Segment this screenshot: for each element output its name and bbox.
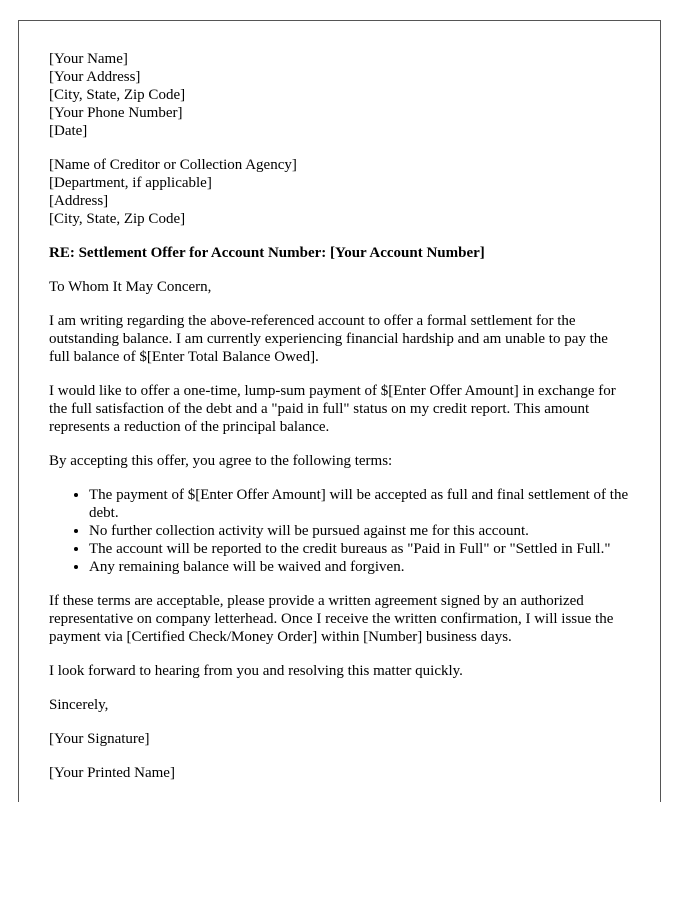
recipient-address: [Address] [49, 193, 109, 209]
body-paragraph: By accepting this offer, you agree to the following terms: [49, 453, 393, 469]
list-item: • The account will be reported to the credit bureaus as "Paid in Full" or "Settled in Full." [89, 540, 630, 558]
list-item: • Any remaining balance will be waived and forgiven. [89, 558, 630, 576]
sender-phone: [Your Phone Number] [49, 105, 183, 121]
recipient-address-block [49, 156, 630, 228]
recipient-name: [Name of Creditor or Collection Agency] [49, 157, 297, 173]
terms-list [49, 486, 630, 576]
letter-date: [Date] [49, 123, 88, 139]
recipient-department: [Department, if applicable] [49, 175, 212, 191]
spacer [49, 140, 630, 156]
body-paragraph: I would like to offer a one-time, lump-sum payment of $[Enter Offer Amount] in exchange for the full satisfaction of the debt and a "paid in full" status on my credit report. This amount represents a reduction of the principal balance. [49, 383, 616, 435]
body-paragraph: I look forward to hearing from you and resolving this matter quickly. [49, 663, 463, 679]
sender-address-block [49, 50, 630, 140]
recipient-city-state-zip: [City, State, Zip Code] [49, 211, 186, 227]
signature-placeholder: [Your Signature] [49, 731, 150, 747]
sender-address: [Your Address] [49, 69, 141, 85]
body-paragraph: I am writing regarding the above-referenced account to offer a formal settlement for the outstanding balance. I am currently experiencing financial hardship and am unable to pay the full balance of $[Enter Total Balance Owed]. [49, 313, 608, 365]
salutation: To Whom It May Concern, [49, 279, 212, 295]
list-item: • No further collection activity will be pursued against me for this account. [89, 522, 630, 540]
sender-city-state-zip: [City, State, Zip Code] [49, 87, 186, 103]
letter-page [18, 20, 661, 802]
body-paragraph: If these terms are acceptable, please provide a written agreement signed by an authorized representative on company letterhead. Once I receive the written confirmation, I will issue the payment via [Certified Check/Money Order] within [Number] business days. [49, 593, 614, 645]
list-item: • The payment of $[Enter Offer Amount] will be accepted as full and final settlement of the debt. [89, 486, 630, 522]
subject-line: RE: Settlement Offer for Account Number: [Your Account Number] [49, 245, 485, 261]
signoff: Sincerely, [49, 697, 109, 713]
sender-name: [Your Name] [49, 51, 128, 67]
printed-name: [Your Printed Name] [49, 765, 175, 781]
